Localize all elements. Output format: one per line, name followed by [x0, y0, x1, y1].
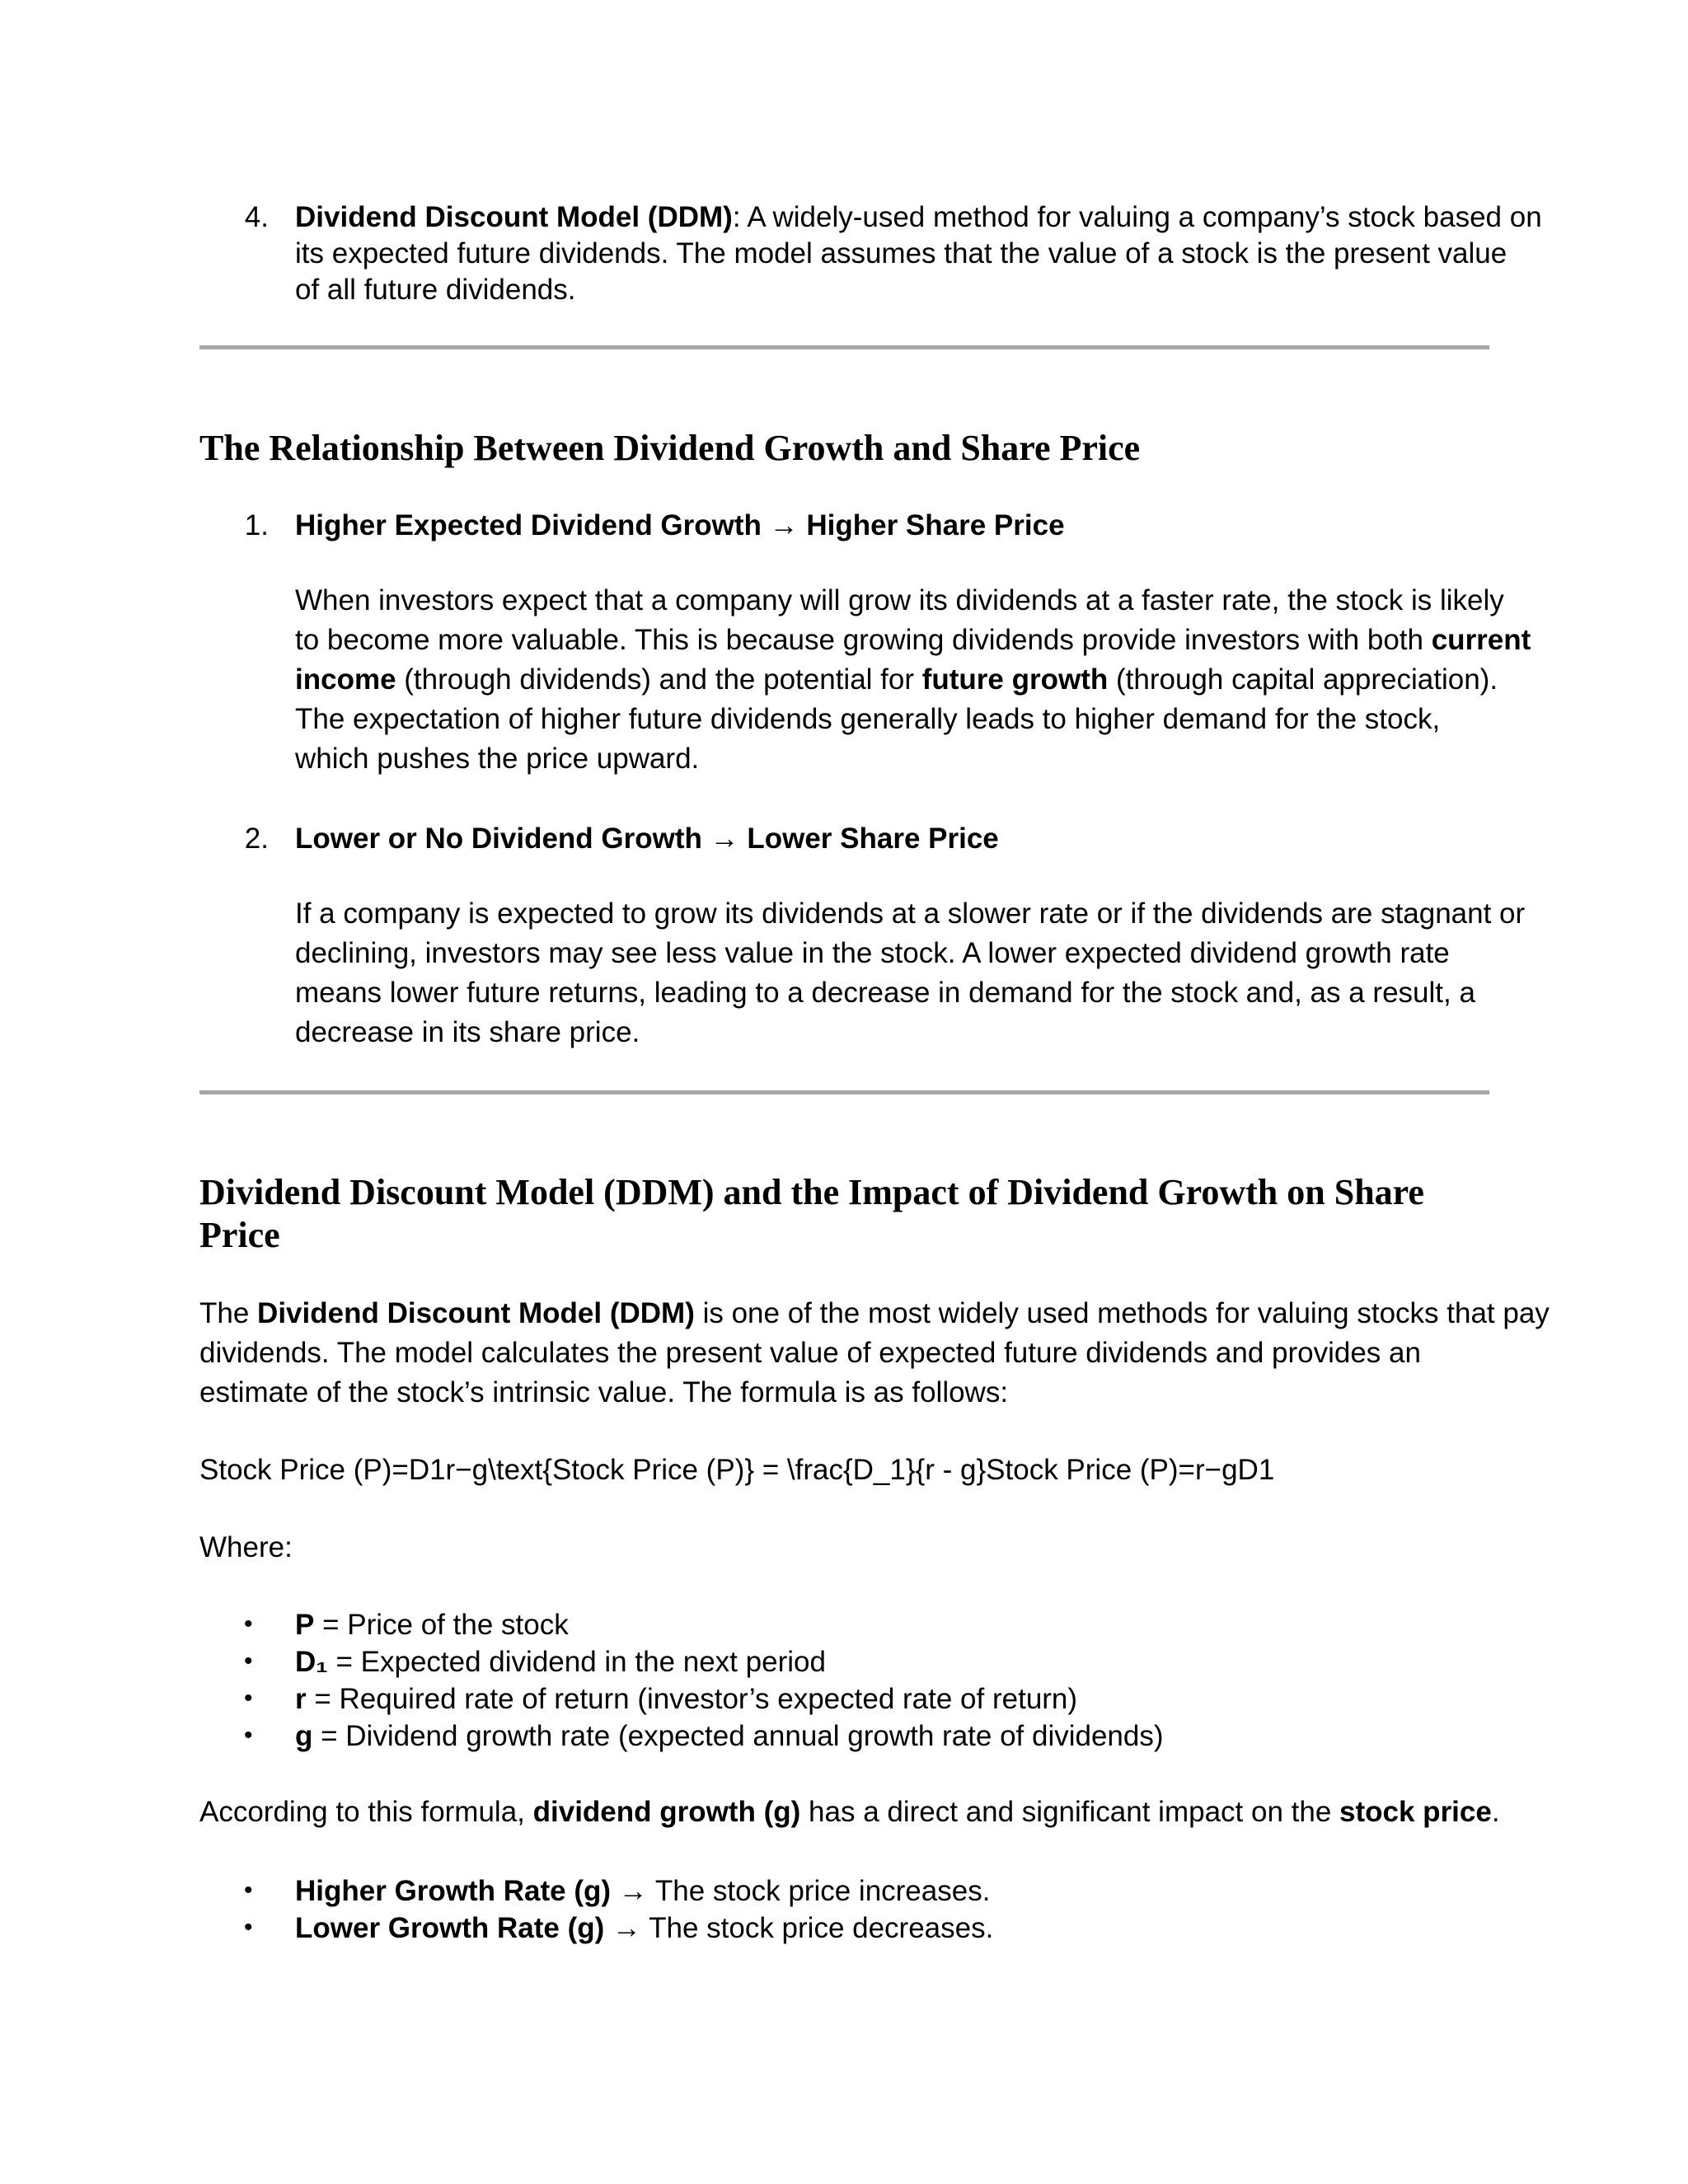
bullet: • — [244, 1647, 253, 1675]
list-number: 2. — [244, 823, 269, 855]
paragraph-line: According to this formula, dividend growth (g) has a direct and significant impact on the stock price. — [199, 1796, 1500, 1828]
list-item: r = Required rate of return (investor’s expected rate of return) — [295, 1683, 1078, 1715]
where-label: Where: — [199, 1531, 293, 1563]
list-item-line: Dividend Discount Model (DDM): A widely-used method for valuing a company’s stock based on — [295, 201, 1542, 233]
list-item-line: its expected future dividends. The model assumes that the value of a stock is the present value — [295, 237, 1507, 269]
paragraph-line: which pushes the price upward. — [295, 743, 700, 775]
section-heading: The Relationship Between Dividend Growth and Share Price — [199, 428, 1141, 468]
list-number: 1. — [244, 509, 269, 541]
paragraph-line: means lower future returns, leading to a decrease in demand for the stock and, as a result, a — [295, 977, 1475, 1009]
list-item-title: Higher Expected Dividend Growth → Higher Share Price — [295, 509, 1065, 541]
formula-line: Stock Price (P)=D1r−g\text{Stock Price (P)} = \frac{D_1}{r - g}Stock Price (P)=r−gD1 — [199, 1454, 1275, 1486]
paragraph-line: dividends. The model calculates the present value of expected future dividends and provides an — [199, 1337, 1421, 1369]
section-heading: Price — [199, 1215, 280, 1255]
bullet: • — [244, 1877, 253, 1904]
list-item: Lower Growth Rate (g) → The stock price decreases. — [295, 1912, 994, 1944]
paragraph-line: to become more valuable. This is because growing dividends provide investors with both current — [295, 624, 1531, 656]
paragraph-line: If a company is expected to grow its dividends at a slower rate or if the dividends are stagnant or — [295, 898, 1526, 930]
list-number: 4. — [244, 201, 269, 233]
list-item: g = Dividend growth rate (expected annual growth rate of dividends) — [295, 1720, 1164, 1752]
paragraph-line: declining, investors may see less value in the stock. A lower expected dividend growth rate — [295, 937, 1450, 969]
paragraph-line: The Dividend Discount Model (DDM) is one of the most widely used methods for valuing stocks that pay — [199, 1297, 1550, 1329]
bullet: • — [244, 1914, 253, 1941]
horizontal-rule — [199, 345, 1489, 349]
paragraph-line: income (through dividends) and the potential for future growth (through capital appreciation). — [295, 663, 1498, 696]
paragraph-line: The expectation of higher future dividends generally leads to higher demand for the stock, — [295, 703, 1441, 735]
bullet: • — [244, 1610, 253, 1638]
horizontal-rule — [199, 1090, 1489, 1094]
list-item-title: Lower or No Dividend Growth → Lower Share Price — [295, 823, 999, 855]
list-item: D₁ = Expected dividend in the next period — [295, 1646, 826, 1678]
section-heading: Dividend Discount Model (DDM) and the Impact of Dividend Growth on Share — [199, 1172, 1424, 1212]
list-item: Higher Growth Rate (g) → The stock price increases. — [295, 1875, 991, 1907]
bullet: • — [244, 1722, 253, 1749]
list-item-line: of all future dividends. — [295, 274, 576, 306]
paragraph-line: When investors expect that a company will grow its dividends at a faster rate, the stock is likely — [295, 584, 1504, 616]
paragraph-line: estimate of the stock’s intrinsic value. The formula is as follows: — [199, 1376, 1009, 1408]
bullet: • — [244, 1685, 253, 1712]
paragraph-line: decrease in its share price. — [295, 1016, 640, 1048]
list-item: P = Price of the stock — [295, 1609, 569, 1641]
